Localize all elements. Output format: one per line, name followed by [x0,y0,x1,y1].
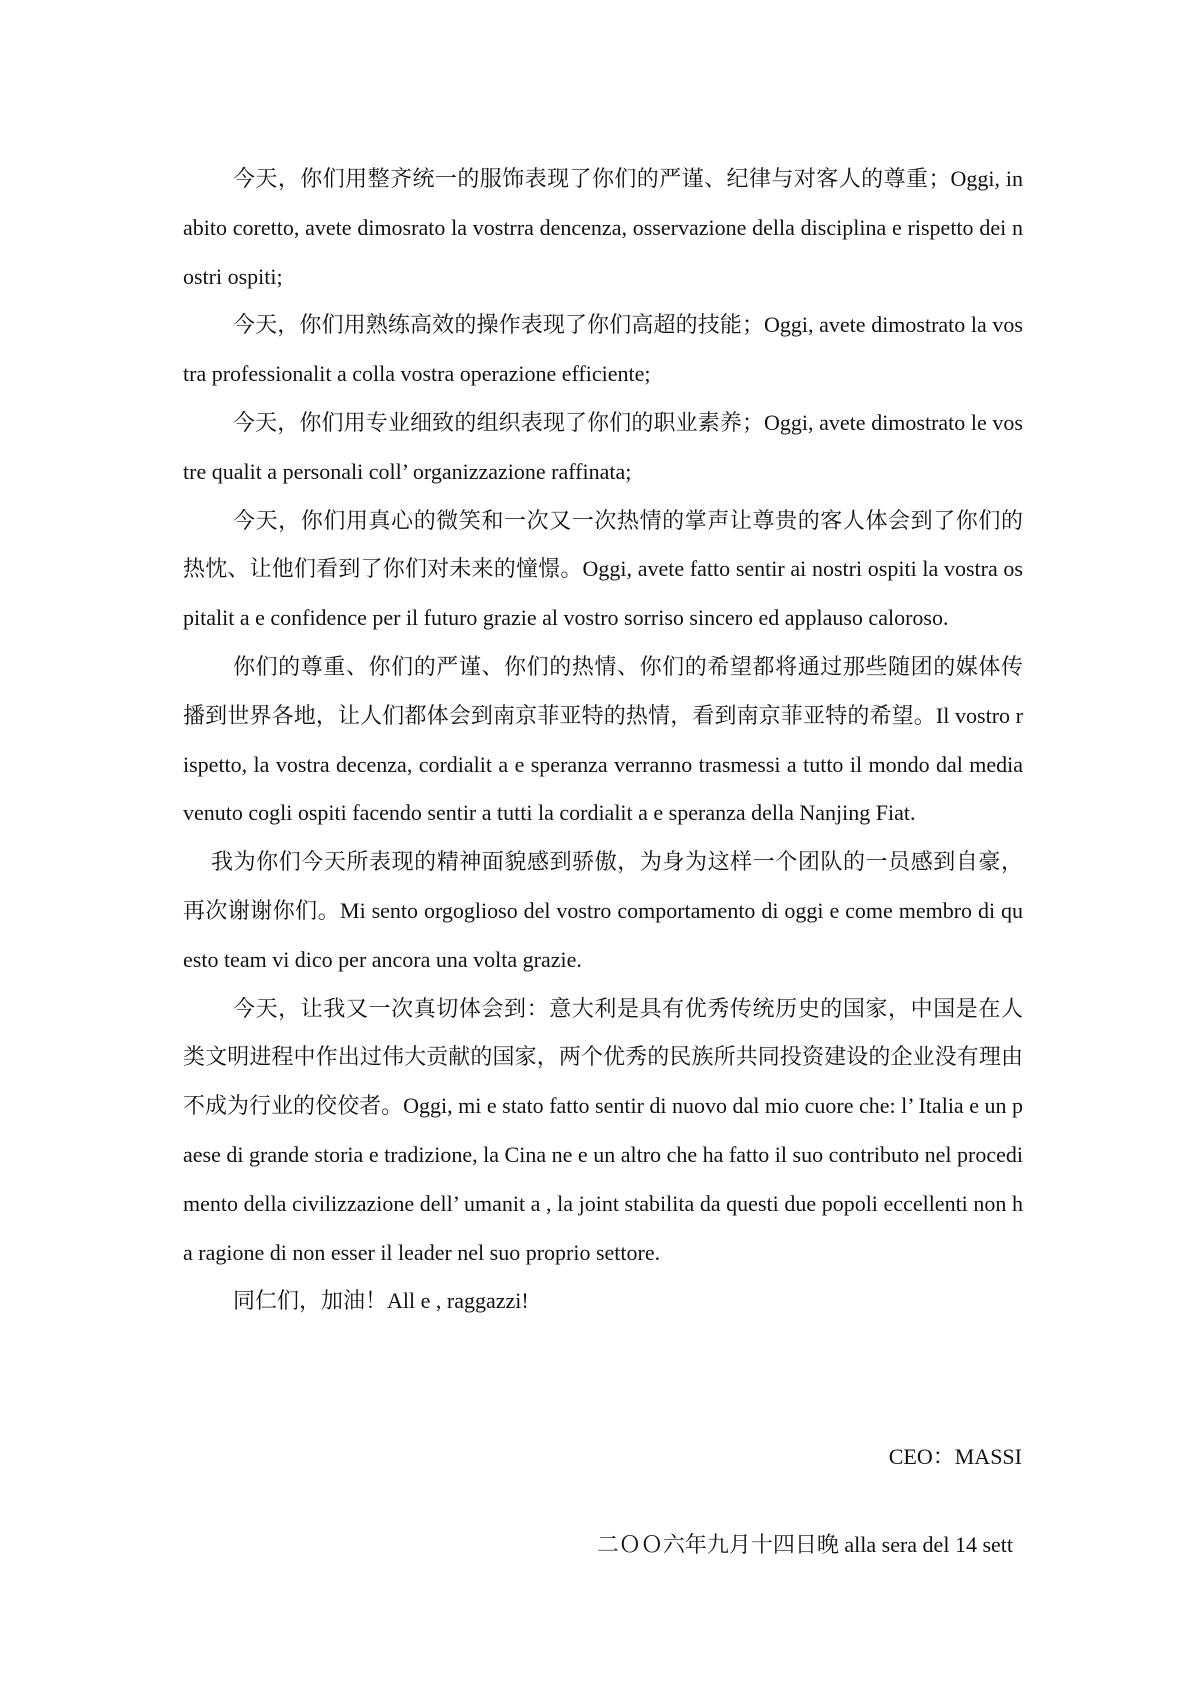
ceo-signature: CEO：MASSI [888,1444,1022,1469]
paragraph-cheer: 同仁们，加油！All e , raggazzi! [233,1288,529,1314]
letter-date: 二ＯＯ六年九月十四日晚 alla sera del 14 sett [596,1532,1013,1557]
paragraph-attire: 今天，你们用整齐统一的服饰表现了你们的严谨、纪律与对客人的尊重；Oggi, in abito coretto, avete dimosrato la vostrra dencenza, osservazione della disciplina e rispetto dei nostri ospiti; [183,166,1023,289]
paragraph-nations: 今天，让我又一次真切体会到：意大利是具有优秀传统历史的国家，中国是在人类文明进程中作出过伟大贡献的国家，两个优秀的民族所共同投资建设的企业没有理由不成为行业的佼佼者。Oggi, mi e stato fatto sentir di nuovo dal mio cuore che: l’ Italia e un paese di grande storia e tradizione, la Cina ne e un altro che ha fatto il suo contributo nel procedimento della civilizzazione dell’ umanit a , la joint stabilita da questi due popoli eccellenti non ha ragione di non esser il leader nel suo proprio settore. [183,995,1023,1265]
paragraph-pride: 我为你们今天所表现的精神面貌感到骄傲，为身为这样一个团队的一员感到自豪，再次谢谢你们。Mi sento orgoglioso del vostro comportamento di oggi e come membro di questo team vi dico per ancora una volta grazie. [183,849,1023,972]
letter-body [183,155,1023,1326]
paragraph-skills: 今天，你们用熟练高效的操作表现了你们高超的技能；Oggi, avete dimostrato la vostra professionalit a colla vostra operazione efficiente; [183,312,1023,387]
paragraph-media: 你们的尊重、你们的严谨、你们的热情、你们的希望都将通过那些随团的媒体传播到世界各地，让人们都体会到南京菲亚特的热情，看到南京菲亚特的希望。Il vostro rispetto, la vostra decenza, cordialit a e speranza verranno trasmessi a tutto il mondo dal media venuto cogli ospiti facendo sentir a tutti la cordialit a e speranza della Nanjing Fiat. [183,653,1023,826]
paragraph-hospitality: 今天，你们用真心的微笑和一次又一次热情的掌声让尊贵的客人体会到了你们的热忱、让他们看到了你们对未来的憧憬。Oggi, avete fatto sentir ai nostri ospiti la vostra ospitalit a e confidence per il futuro grazie al vostro sorriso sincero ed applauso caloroso. [183,507,1023,631]
paragraph-organization: 今天，你们用专业细致的组织表现了你们的职业素养；Oggi, avete dimostrato le vostre qualit a personali coll’ organizzazione raffinata; [183,409,1023,484]
